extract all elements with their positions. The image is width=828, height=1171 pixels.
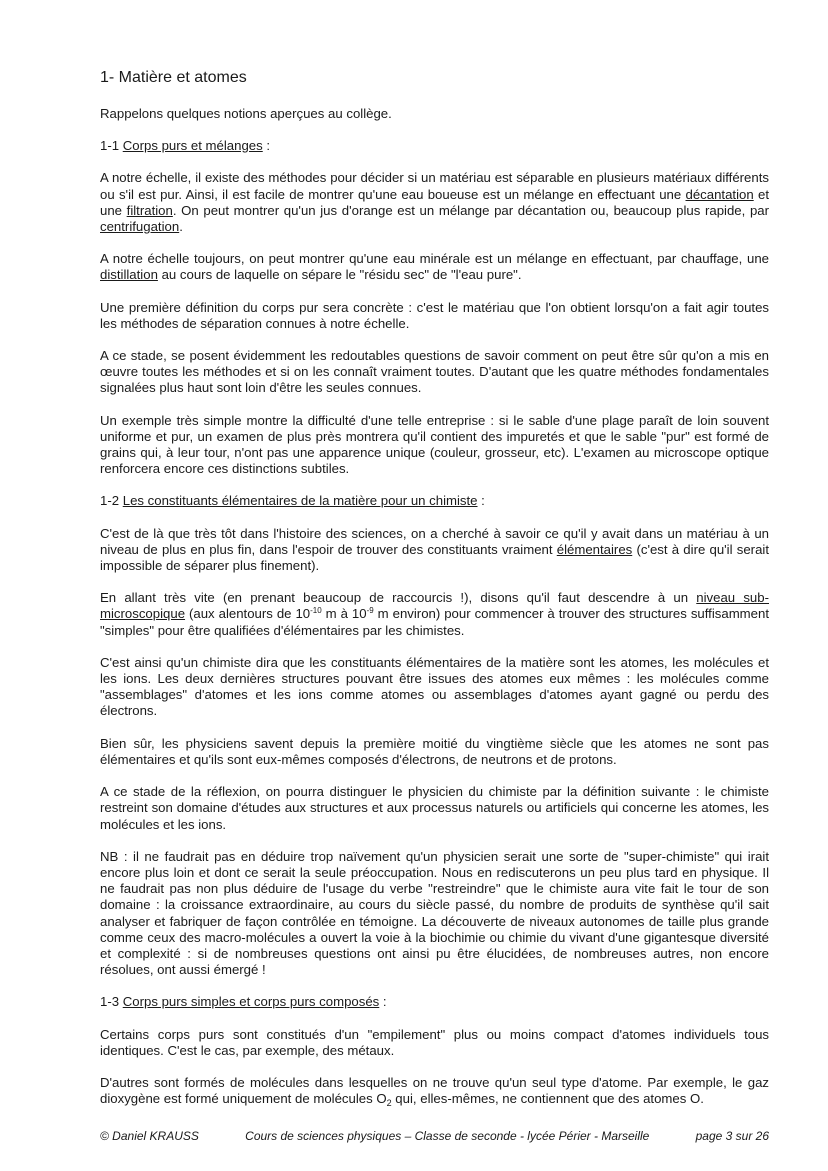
intro-paragraph: Rappelons quelques notions aperçues au collège. [100, 106, 392, 121]
term-centrifugation: centrifugation [100, 219, 180, 235]
subsection-heading-1-2: 1-2 Les constituants élémentaires de la matière pour un chimiste : [100, 493, 485, 509]
paragraph: C'est ainsi qu'un chimiste dira que les constituants élémentaires de la matière sont les atomes, les molécules et les ions. Les deux dernières structures pouvant être issues des atomes eux mêmes : les molécules comme "assemblages" d'atomes et les ions comme atomes ou assemblages d'atomes ayant gagné ou perdu des électrons. [100, 654, 769, 719]
subsection-heading-1-3: 1-3 Corps purs simples et corps purs composés : [100, 994, 387, 1010]
term-decantation: décantation [685, 186, 754, 202]
paragraph: A ce stade, se posent évidemment les redoutables questions de savoir comment on peut être sûr qu'on a mis en œuvre toutes les méthodes et si on les connaît vraiment toutes. D'autant que les quatre méthodes fondamentales signalées plus haut sont loin d'être les seules connues. [100, 348, 769, 396]
paragraph: Une première définition du corps pur sera concrète : c'est le matériau que l'on obtient lorsqu'on a fait agir toutes les méthodes de séparation connues à notre échelle. [100, 299, 769, 331]
paragraph: Certains corps purs sont constitués d'un "empilement" plus ou moins compact d'atomes individuels tous identiques. C'est le cas, par exemple, des métaux. [100, 1026, 769, 1058]
subsection-title-1-1: Corps purs et mélanges [122, 138, 263, 154]
footer-page-number: page 3 sur 26 [695, 1129, 769, 1143]
subsection-title-1-2: Les constituants élémentaires de la matière pour un chimiste [122, 493, 478, 509]
paragraph: A notre échelle toujours, on peut montrer qu'une eau minérale est un mélange en effectuant, par chauffage, une distillation au cours de laquelle on sépare le "résidu sec" de "l'eau pure". [100, 251, 769, 283]
term-filtration: filtration [126, 202, 173, 218]
paragraph: C'est de là que très tôt dans l'histoire des sciences, on a cherché à savoir ce qu'il y avait dans un matériau à un niveau de plus en plus fin, dans l'espoir de trouver des constituants vraiment élémentaires (c'est à dire qu'il serait impossible de séparer plus finement). [100, 525, 769, 574]
paragraph: D'autres sont formés de molécules dans lesquelles on ne trouve qu'un seul type d'atome. Par exemple, le gaz dioxygène est formé uniquement de molécules $O_2$ qui, elles-mêmes, ne contiennent que des atomes O. [100, 1074, 769, 1109]
paragraph: NB : il ne faudrait pas en déduire trop naïvement qu'un physicien serait une sorte de "super-chimiste" qui irait encore plus loin et dont ce serait la seule préoccupation. Nous en rediscuterons un peu plus tard en physique. Il ne faudrait pas non plus déduire de l'usage du verbe "restreindre" que le chimiste aura vite fait le tour de son domaine : la croissance extraordinaire, au cours du siècle passé, du nombre de produits de synthèse qu'il sait analyser et fabriquer de façon contrôlée en témoigne. La découverte de niveaux autonomes de taille plus grande comme ceux des macro-molécules a ouvert la voie à la biochimie ou chimie du vivant d'une gigantesque diversité et complexité : si de nombreuses questions ont ainsi pu être élucidées, de nombreuses autres, non encore résolues, ont aussi émergé ! [100, 848, 769, 978]
subsection-heading-1-1: 1-1 Corps purs et mélanges : [100, 138, 271, 154]
paragraph: A ce stade de la réflexion, on pourra distinguer le physicien du chimiste par la définition suivante : le chimiste restreint son domaine d'études aux structures et aux processus naturels ou artificiels qui concerne les atomes, les molécules et les ions. [100, 784, 769, 832]
paragraph: En allant très vite (en prenant beaucoup de raccourcis !), disons qu'il faut descendre à un niveau sub-microscopique (aux alentours de $10^{-10}$ m à $10^{-9}$ m environ) pour commencer à trouver des structures suffisamment "simples" pour être qualifiées d'élémentaires par les chimistes. [100, 590, 769, 638]
section-title: 1- Matière et atomes [100, 69, 247, 86]
document-page [100, 68, 769, 1123]
paragraph: Bien sûr, les physiciens savent depuis la première moitié du vingtième siècle que les atomes ne sont pas élémentaires et qu'ils sont eux-mêmes composés d'électrons, de neutrons et de protons. [100, 735, 769, 767]
term-elementaires: élémentaires [556, 541, 633, 557]
paragraph: A notre échelle, il existe des méthodes pour décider si un matériau est séparable en plusieurs matériaux différents ou s'il est pur. Ainsi, il est facile de montrer qu'une eau boueuse est un mélange en effectuant une décantation et une filtration. On peut montrer qu'un jus d'orange est un mélange par décantation ou, beaucoup plus rapide, par centrifugation. [100, 170, 770, 235]
term-distillation: distillation [100, 267, 158, 283]
footer-course: Cours de sciences physiques – Classe de seconde - lycée Périer - Marseille [245, 1129, 650, 1143]
footer-author: © Daniel KRAUSS [100, 1129, 199, 1143]
subsection-title-1-3: Corps purs simples et corps purs composés [122, 994, 380, 1010]
term-niveau-sub-microscopique: niveau sub-microscopique [100, 590, 769, 622]
page-footer [100, 1129, 769, 1143]
paragraph: Un exemple très simple montre la difficulté d'une telle entreprise : si le sable d'une plage paraît de loin souvent uniforme et pur, un examen de plus près montrera qu'il contient des impuretés et que le sable "pur" est formé de grains qui, à leur tour, n'ont pas une apparence unique (couleur, grosseur, etc). L'examen au microscope optique renforcera encore ces distinctions subtiles. [100, 412, 769, 477]
